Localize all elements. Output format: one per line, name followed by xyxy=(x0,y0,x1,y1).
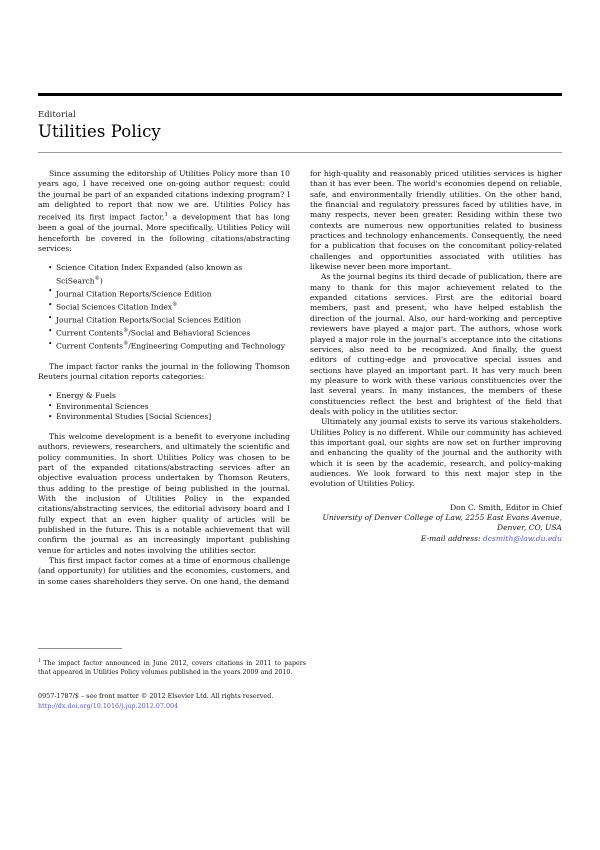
paragraph-left-2: The impact factor ranks the journal in the following Thomson Reuters journal citation reports categories: xyxy=(38,361,290,381)
paragraph-right-3: Ultimately any journal exists to serve its various stakeholders. Utilities Policy is no different. While our community has achieved this important goal, our sights are now set on further improving and enhancing the quality of the journal and the authority with which it is seen by the academic, research, and policy-making audiences. We look forward to this next major step in the evolution of Utilities Policy. xyxy=(310,417,562,489)
signature-block xyxy=(310,503,562,545)
list-item-text: Environmental Studies [Social Sciences] xyxy=(56,412,212,422)
list-item-text: Journal Citation Reports/Science Edition xyxy=(56,289,212,299)
list-item xyxy=(48,263,290,287)
list-item-text: Journal Citation Reports/Social Sciences Edition xyxy=(56,315,242,325)
paragraph-left-1-text: Since assuming the editorship of Utilities Policy more than 10 years ago, I have received one on-going author request: could the journal be part of an expanded citations indexing program? I am delighted to report that now we are. Utilities Policy has received its first impact factor, xyxy=(38,169,290,222)
list-item-text-post: /Engineering Computing and Technology xyxy=(128,341,286,351)
author-email-line xyxy=(310,534,562,544)
list-item xyxy=(48,339,290,352)
list-item-text: Energy & Fuels xyxy=(56,391,116,401)
doi-link[interactable]: http://dx.doi.org/10.1016/j.jup.2012.07.004 xyxy=(38,701,179,710)
footnote-separator-rule xyxy=(38,648,122,649)
paragraph-left-1 xyxy=(38,169,290,254)
paragraph-right-2: As the journal begins its third decade of publication, there are many to thank for this major achievement related to the expanded citations services. First are the editorial board members, past and present, who have helped establish the direction of the journal. Also, our hard-working and perceptive reviewers have played a major part. The authors, whose work played a major role in the journal's acceptance into the citations services, also need to be recognized. And finally, the guest editors of cutting-edge and provocative special issues and sections have played an important part. It has very much been my pleasure to work with these various constituencies over the last several years. In many instances, the members of these constituencies reflect the best and brightest of the field that deals with policy in the utilities sector. xyxy=(310,272,562,416)
copyright-line: 0957-1787/$ – see front matter © 2012 Elsevier Ltd. All rights reserved. xyxy=(38,692,274,701)
list-item-text-post: ) xyxy=(99,276,103,286)
list-item-text: Environmental Sciences xyxy=(56,401,149,411)
author-address-line-2: Denver, CO, USA xyxy=(497,523,562,533)
paragraph-left-3: This welcome development is a benefit to everyone including authors, reviewers, researchers, and ultimately the scientific and policy communities. In short Utilities Policy was chosen to be part of the expanded citations/abstracting services after an objective evaluation process undertaken by Thomson Reuters, thus adding to the prestige of being published in the journal. With the inclusion of Utilities Policy in the expanded citations/abstracting services, the editorial advisory board and I fully expect that an even higher quality of articles will be published in the future. This is a notable achievement that will confirm the journal as an increasingly important publishing venue for articles and notes involving the utilities sector. xyxy=(38,431,290,555)
footnote-marker: 1 xyxy=(38,658,42,664)
list-item-text: Social Sciences Citation Index xyxy=(56,302,173,312)
footer-zone xyxy=(38,648,562,711)
list-item-text: Current Contents xyxy=(56,341,124,351)
author-name: Don C. Smith, Editor in Chief xyxy=(450,502,562,512)
two-column-body xyxy=(38,169,562,587)
page-content xyxy=(38,0,562,587)
paragraph-left-1-cont: a development that has long been a goal of the journal. More specifically, Utilities Policy will henceforth be covered in the following citations/abstracting services: xyxy=(38,212,290,253)
list-item-text: Science Citation Index Expanded (also known as SciSearch xyxy=(56,263,243,286)
list-item xyxy=(48,300,290,313)
jcr-categories-list xyxy=(38,391,290,423)
list-item xyxy=(48,391,290,402)
footnote-1 xyxy=(38,657,306,677)
email-label: E-mail address: xyxy=(420,533,481,543)
page-title: Utilities Policy xyxy=(38,122,161,141)
footnote-text: The impact factor announced in June 2012, covers citations in 2011 to papers that appeared in Utilities Policy volumes published in the years 2009 and 2010. xyxy=(38,660,306,677)
registered-mark-icon: ® xyxy=(123,341,129,348)
registered-mark-icon: ® xyxy=(123,328,129,335)
list-item xyxy=(48,313,290,326)
author-address-line-1: University of Denver College of Law, 2255 East Evans Avenue, xyxy=(322,513,562,523)
header-rule-thin xyxy=(38,152,562,153)
registered-mark-icon: ® xyxy=(94,275,100,282)
paragraph-right-1: for high-quality and reasonably priced utilities services is higher than it has ever been. The world's economies depend on reliable, safe, and environmentally friendly utilities. On the other hand, the financial and regulatory pressures faced by utilities have, in many respects, never been greater. Residing within these two contexts are numerous new opportunities related to business practices and technology enhancements. Consequently, the need for a publication that focuses on the concomitant policy-related challenges and opportunities associated with utilities has likewise never been more important. xyxy=(310,169,562,272)
list-item xyxy=(48,326,290,339)
list-item xyxy=(48,412,290,423)
left-column xyxy=(38,169,290,587)
article-type-label: Editorial xyxy=(38,109,76,119)
list-item xyxy=(48,402,290,413)
header-rule-thick xyxy=(38,93,562,96)
right-column xyxy=(310,169,562,544)
list-item-text: Current Contents xyxy=(56,328,124,338)
registered-mark-icon: ® xyxy=(172,302,178,309)
paragraph-left-4: This first impact factor comes at a time of enormous challenge (and opportunity) for utilities and the economies, customers, and in some cases shareholders they serve. On one hand, the demand xyxy=(38,556,290,586)
list-item-text-post: /Social and Behavioral Sciences xyxy=(128,328,251,338)
footnote-reference-1[interactable]: 1 xyxy=(164,212,168,219)
citations-services-list xyxy=(38,263,290,352)
author-email-link[interactable]: dcsmith@law.du.edu xyxy=(482,533,562,543)
list-item xyxy=(48,287,290,300)
